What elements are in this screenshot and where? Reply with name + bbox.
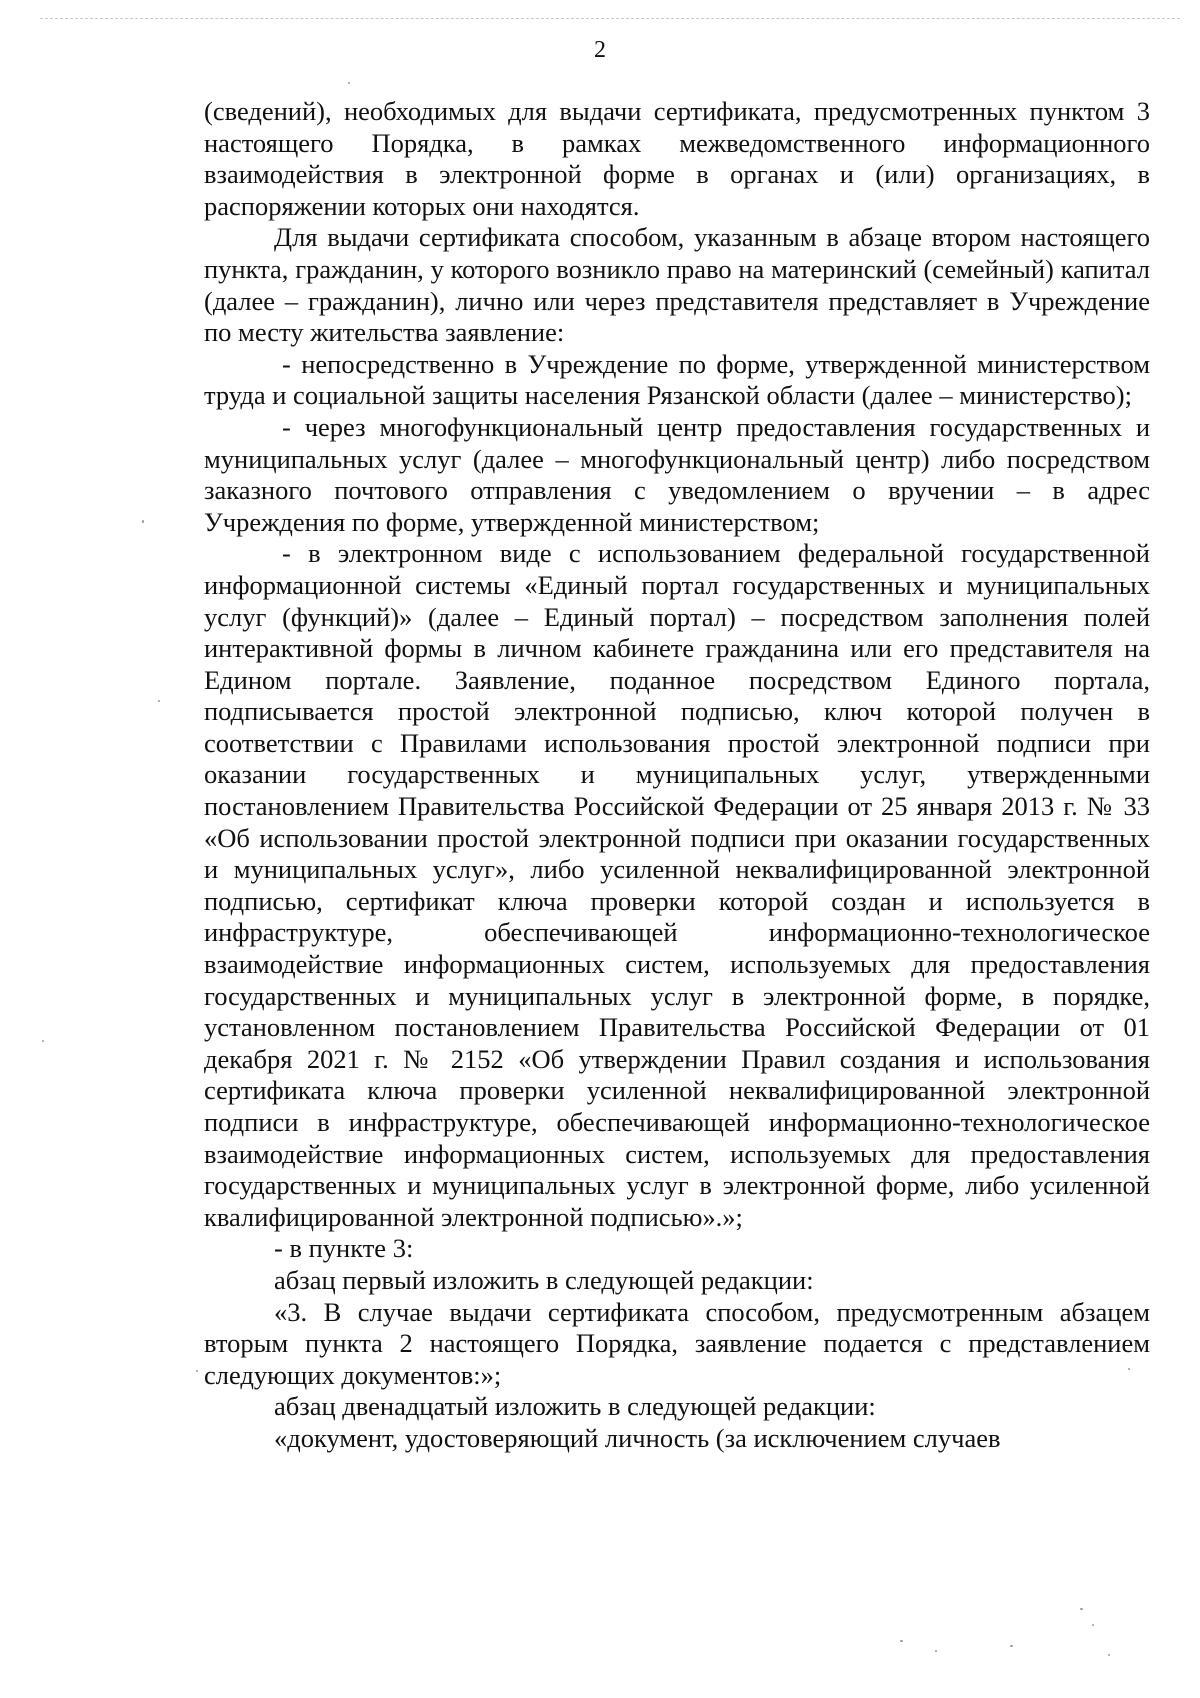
scan-speck (1092, 1624, 1094, 1626)
scan-speck (1108, 1654, 1110, 1656)
paragraph-identity-document: «документ, удостоверяющий личность (за исключением случаев (274, 1422, 1001, 1453)
scan-speck (1010, 1645, 1013, 1647)
scan-speck (158, 700, 160, 702)
scan-speck (42, 1040, 44, 1042)
page-number: 2 (594, 37, 606, 63)
paragraph-twelfth-abzac: абзац двенадцатый изложить в следующей редакции: (274, 1391, 876, 1422)
scan-speck (900, 1640, 903, 1642)
list-item-mfc-or-mail: - через многофункциональный центр предоставления государственных и муниципальных услуг (далее – многофункциональный центр) либо посредством заказного почтового отправления с уведомлением о вручении – в адрес Учреждения по форме, утвержденной министерством; (204, 411, 1150, 537)
paragraph-point-3: - в пункте 3: (274, 1233, 414, 1264)
list-item-electronic: - в электронном виде с использованием федеральной государственной информационной системы «Единый портал государственных и муниципальных услуг (функций)» (далее – Единый портал) – посредством заполнения полей интерактивной формы в личном кабинете гражданина или его представителя на Едином портале. Заявление, поданное посредством Единого портала, подписывается простой электронной подписью, ключ которой получен в соответствии с Правилами использования простой электронной подписи при оказании государственных и муниципальных услуг, утвержденными постановлением Правительства Российской Федерации от 25 января 2013 г. № 33 «Об использовании простой электронной подписи при оказании государственных и муниципальных услуг», либо усиленной неквалифицированной электронной подписью, сертификат ключа проверки которой создан и используется в инфраструктуре, обеспечивающей информационно-технологическое взаимодействие информационных систем, используемых для предоставления государственных и муниципальных услуг в электронной форме, в порядке, установленном постановлением Правительства Российской Федерации от 01 декабря 2021 г. № 2152 «Об утверждении Правил создания и использования сертификата ключа проверки усиленной неквалифицированной электронной подписи в инфраструктуре, обеспечивающей информационно-технологическое взаимодействие информационных систем, используемых для предоставления государственных и муниципальных услуг в электронной форме, либо усиленной квалифицированной электронной подписью».»; (204, 538, 1150, 1232)
scan-top-edge (40, 18, 1180, 19)
scan-speck (196, 1370, 198, 1372)
scan-speck (348, 82, 350, 84)
paragraph-continuation: (сведений), необходимых для выдачи сертификата, предусмотренных пунктом 3 настоящего Порядка, в рамках межведомственного информационного взаимодействия в электронной форме в органах и (или) организациях, в распоряжении которых они находятся. (204, 96, 1150, 221)
paragraph-application-methods: Для выдачи сертификата способом, указанным в абзаце втором настоящего пункта, гражданин, у которого возникло право на материнский (семейный) капитал (далее – гражданин), лично или через представителя представляет в Учреждение по месту жительства заявление: (204, 222, 1150, 348)
scan-speck (142, 520, 144, 523)
scan-speck (935, 1650, 937, 1652)
scan-speck (1128, 1368, 1130, 1370)
paragraph-first-abzac: абзац первый изложить в следующей редакции: (274, 1264, 814, 1295)
document-body (204, 96, 1150, 1455)
paragraph-new-wording-3: «3. В случае выдачи сертификата способом, предусмотренным абзацем вторым пункта 2 настоящего Порядка, заявление подается с представлением следующих документов:»; (204, 1296, 1150, 1390)
scan-speck (1080, 1608, 1083, 1610)
list-item-in-person: - непосредственно в Учреждение по форме, утвержденной министерством труда и социальной защиты населения Рязанской области (далее – министерство); (204, 348, 1150, 411)
